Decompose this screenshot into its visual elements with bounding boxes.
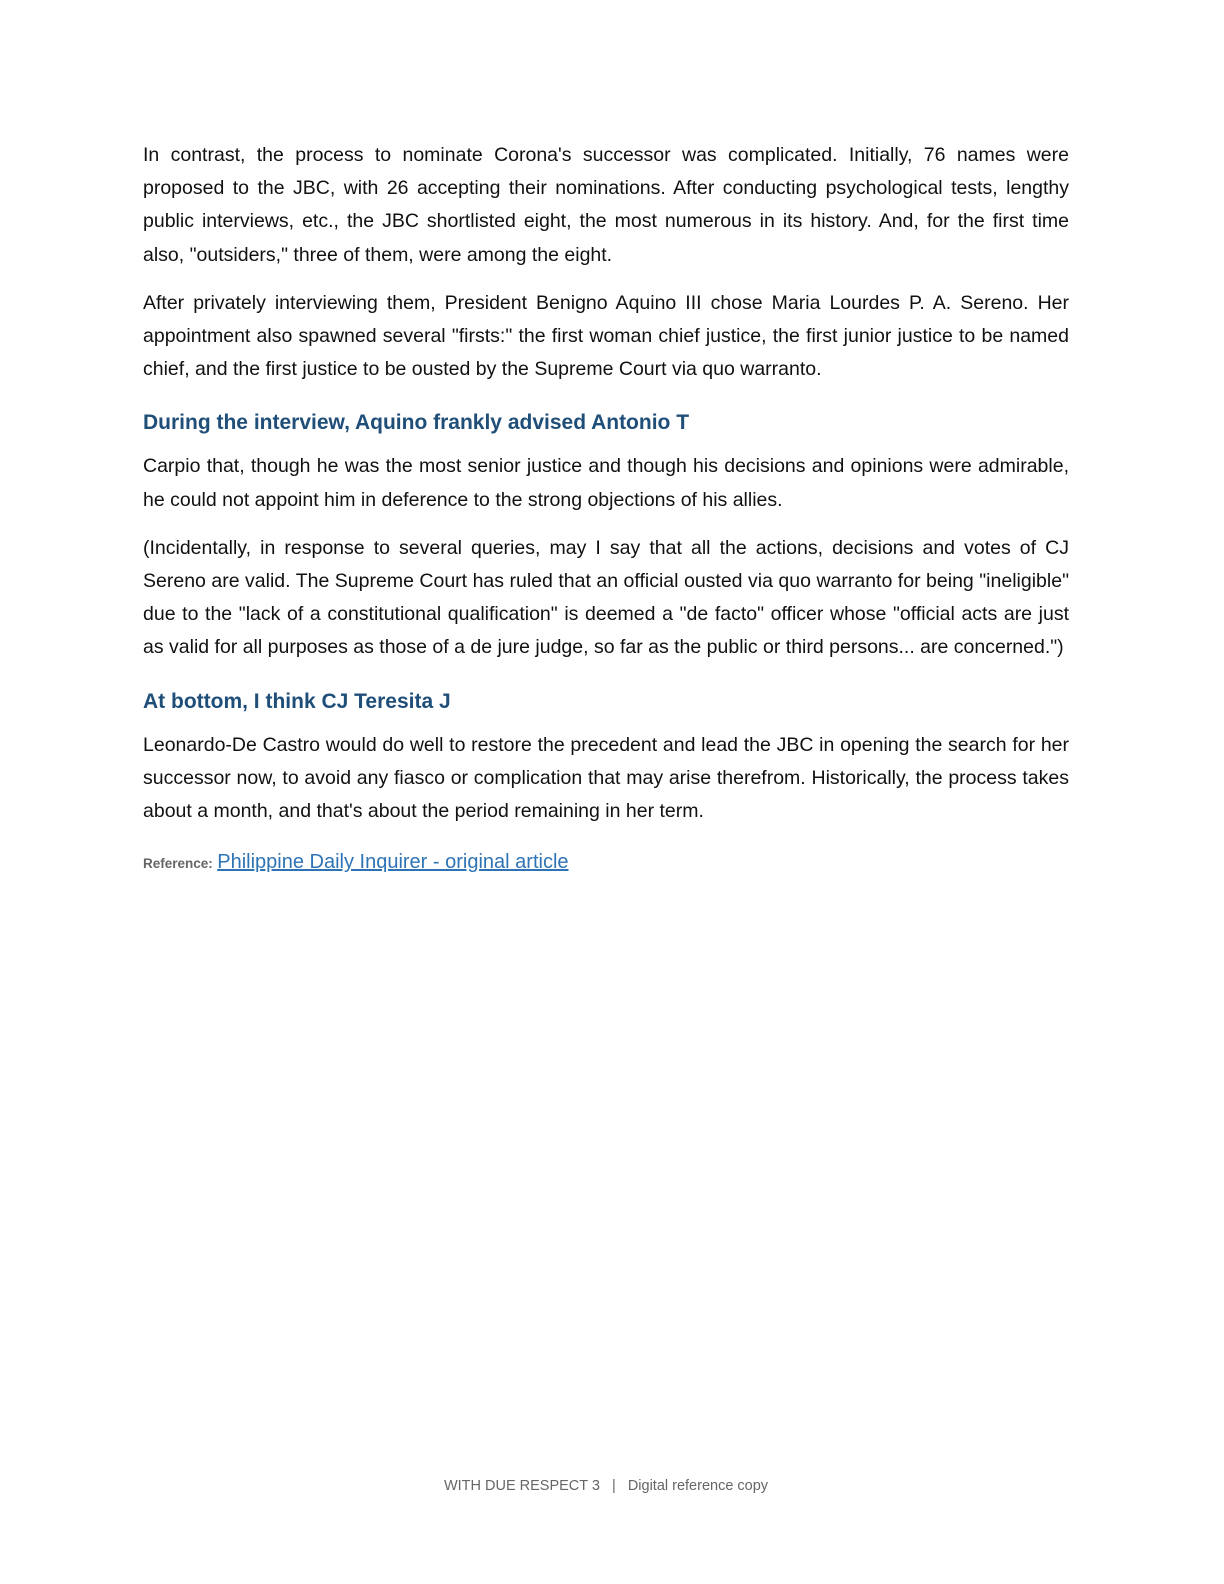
reference-label: Reference:	[143, 856, 213, 872]
paragraph-carpio: Carpio that, though he was the most senior justice and though his decisions and opinions were admirable, he could not appoint him in deference to the strong objections of his allies.	[143, 455, 1069, 511]
paragraph-leonardo-de-castro: Leonardo-De Castro would do well to restore the precedent and lead the JBC in opening the search for her successor now, to avoid any fiasco or complication that may arise therefrom. Historically, the process takes about a month, and that's about the period remaining in her term.	[143, 733, 1069, 823]
paragraph-corona-successor: In contrast, the process to nominate Corona's successor was complicated. Initially, 76 names were proposed to the JBC, with 26 accepting their nominations. After conducting psychological tests, lengthy public interviews, etc., the JBC shortlisted eight, the most numerous in its history. And, for the first time also, "outsiders," three of them, were among the eight.	[143, 144, 1069, 266]
footer-separator: |	[612, 1478, 616, 1494]
page-footer	[0, 1478, 1212, 1494]
footer-title: WITH DUE RESPECT 3	[443, 1478, 600, 1494]
reference-link[interactable]: Philippine Daily Inquirer - original article	[217, 851, 569, 874]
reference-line	[143, 848, 1069, 878]
paragraph-sereno-appointment: After privately interviewing them, President Benigno Aquino III chose Maria Lourdes P. A. Sereno. Her appointment also spawned several "firsts:" the first woman chief justice, the first junior justice to be named chief, and the first justice to be ousted by the Supreme Court via quo warranto.	[143, 291, 1069, 381]
footer-subtitle: Digital reference copy	[627, 1478, 769, 1494]
section-heading-aquino-interview: During the interview, Aquino frankly advised Antonio T	[143, 411, 690, 435]
section-heading-de-castro: At bottom, I think CJ Teresita J	[143, 689, 451, 713]
paragraph-incidentally: (Incidentally, in response to several queries, may I say that all the actions, decisions and votes of CJ Sereno are valid. The Supreme Court has ruled that an official ousted via quo warranto for being "ineligible" due to the "lack of a constitutional qualification" is deemed a "de facto" officer whose "official acts are just as valid for all purposes as those of a de jure judge, so far as the public or third persons... are concerned.")	[143, 536, 1069, 659]
document-page	[143, 139, 1069, 878]
